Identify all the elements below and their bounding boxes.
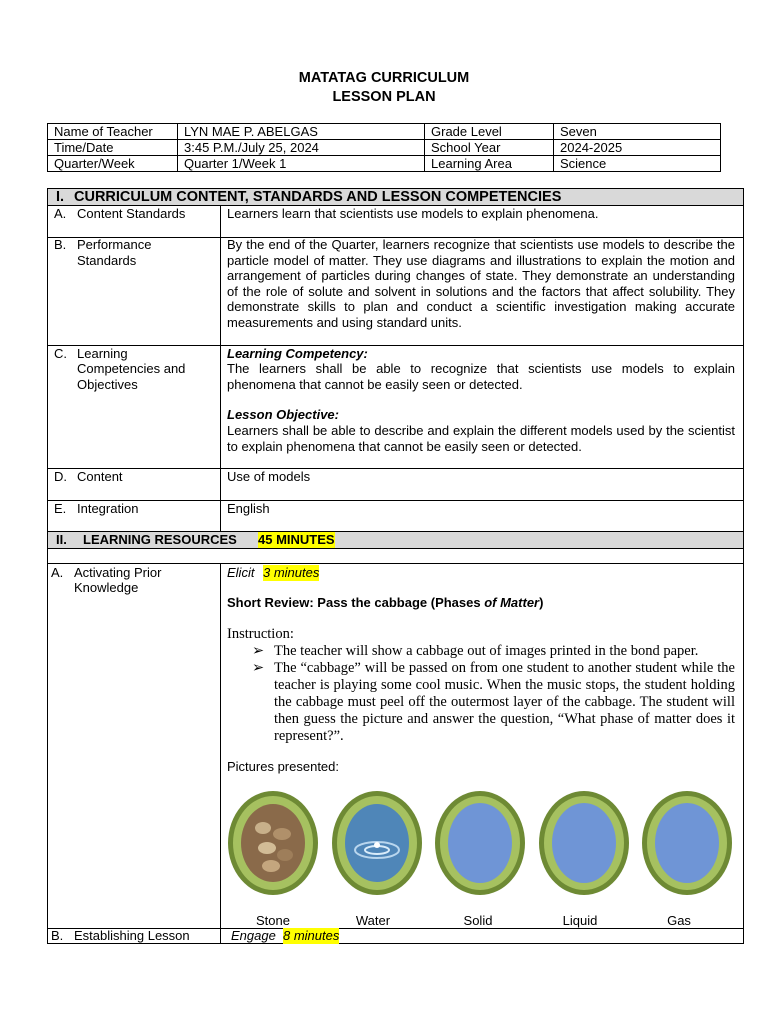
document-subtitle: LESSON PLAN [332, 89, 436, 105]
row-key: A. [51, 565, 64, 580]
engage-phase: Engage [231, 928, 276, 943]
info-value: Seven [554, 124, 721, 140]
picture-label: Solid [463, 913, 493, 928]
content-label: Content [77, 469, 123, 484]
info-label: Time/Date [48, 140, 178, 156]
picture-label: Gas [667, 913, 691, 928]
content-text: Use of models [227, 469, 311, 484]
elicit-time: 3 minutes [263, 565, 320, 580]
engage-time: 8 minutes [283, 928, 340, 943]
lesson-objective-text: Learners shall be able to describe and explain the different models used by the scientist to explain phenomena that cannot be easily seen or detected. [227, 423, 735, 454]
section-2-title: LEARNING RESOURCES [83, 532, 237, 547]
picture-label: Water [355, 913, 391, 928]
picture-label: Stone [256, 913, 290, 928]
instruction-bullet: The “cabbage” will be passed on from one student to another student while the teacher is playing some cool music. When the music stops, the student holding the cabbage must peel off the outermost layer of the cabbage. The student will then guess the picture and answer the question, “What phase of matter does it represent?”. [274, 660, 735, 744]
row-key: D. [54, 469, 67, 484]
cabbage-water-image [331, 790, 423, 896]
info-value: 3:45 P.M./July 25, 2024 [178, 140, 425, 156]
row-key: A. [54, 206, 67, 221]
row-key: B. [54, 237, 67, 252]
row-key: E. [54, 501, 67, 516]
row-divider [47, 500, 744, 501]
competencies-label: Objectives [77, 377, 138, 392]
document-title: MATATAG CURRICULUM [298, 70, 470, 86]
activating-label: Knowledge [74, 580, 139, 595]
cabbage-stone-image [227, 790, 319, 896]
performance-label: Standards [77, 253, 137, 268]
pictures-label: Pictures presented: [227, 759, 340, 774]
establishing-lesson-label: Establishing Lesson [74, 928, 190, 943]
instruction-label: Instruction: [227, 626, 294, 642]
content-standards-text: Learners learn that scientists use models to explain phenomena. [227, 206, 599, 221]
column-divider [220, 205, 221, 532]
table-row [48, 156, 721, 172]
section-1-number: I. [56, 189, 65, 205]
review-bold: Short Review: Pass the cabbage (Phases [227, 595, 485, 610]
teacher-info-table [47, 123, 721, 172]
info-label: School Year [425, 140, 554, 156]
performance-label: Performance [77, 237, 152, 252]
competencies-label: Learning [77, 346, 128, 361]
section-2-number: II. [56, 532, 67, 547]
info-label: Learning Area [425, 156, 554, 172]
section-2-time: 45 MINUTES [258, 532, 335, 547]
activating-label: Activating Prior [74, 565, 162, 580]
bullet-arrow-icon: ➢ [252, 660, 265, 676]
section-1-title: CURRICULUM CONTENT, STANDARDS AND LESSON COMPETENCIES [74, 189, 562, 205]
info-value: Science [554, 156, 721, 172]
row-key: C. [54, 346, 67, 361]
learning-competency-text: The learners shall be able to recognize that scientists use models to explain phenomena that cannot be easily seen or detected. [227, 361, 735, 392]
competencies-label: Competencies and [77, 361, 186, 376]
row-key: B. [51, 928, 64, 943]
instruction-bullet: The teacher will show a cabbage out of images printed in the bond paper. [274, 643, 699, 659]
lesson-objective-heading: Lesson Objective: [227, 407, 339, 422]
table-row [48, 124, 721, 140]
review-italic: of Matter [484, 595, 540, 610]
column-divider [220, 563, 221, 944]
table-row [48, 140, 721, 156]
performance-standards-text: By the end of the Quarter, learners recognize that scientists use models to describe the particle model of matter. They use diagrams and illustrations to explain the motion and arrangement of particles during changes of state. They demonstrate an understanding of the role of solute and solvent in solutions and the factors that affect solubility. They demonstrate skills to plan and conduct a scientific investigation making accurate measurements and using standard units. [227, 237, 735, 330]
info-label: Grade Level [425, 124, 554, 140]
cabbage-solid-image [434, 790, 526, 896]
cabbage-liquid-image [538, 790, 630, 896]
info-label: Quarter/Week [48, 156, 178, 172]
elicit-phase: Elicit [227, 565, 255, 580]
content-standards-label: Content Standards [77, 206, 186, 221]
row-divider [47, 468, 744, 469]
short-review-title [227, 595, 543, 611]
info-value: 2024-2025 [554, 140, 721, 156]
learning-competency-heading: Learning Competency: [227, 346, 368, 361]
integration-text: English [227, 501, 270, 516]
info-value: Quarter 1/Week 1 [178, 156, 425, 172]
info-label: Name of Teacher [48, 124, 178, 140]
integration-label: Integration [77, 501, 139, 516]
cabbage-gas-image [641, 790, 733, 896]
picture-label: Liquid [562, 913, 598, 928]
bullet-arrow-icon: ➢ [252, 643, 265, 659]
section-2-spacer-row [47, 548, 744, 564]
info-value: LYN MAE P. ABELGAS [178, 124, 425, 140]
row-divider [47, 345, 744, 346]
review-end: ) [539, 595, 544, 610]
